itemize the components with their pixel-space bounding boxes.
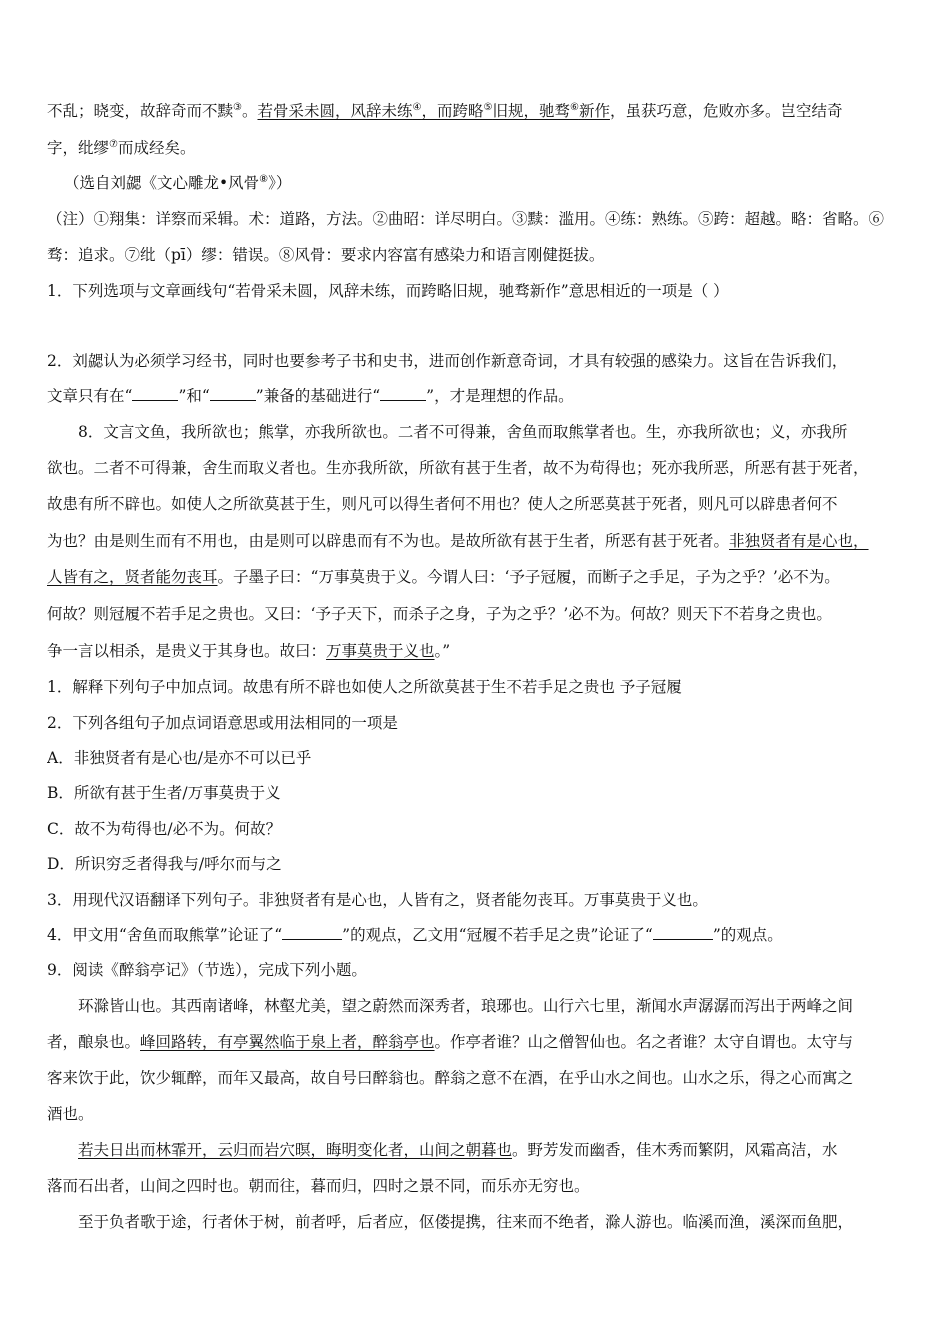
- question-line: 2．下列各组句子加点词语意思或用法相同的一项是: [47, 714, 398, 732]
- passage-line: 者，酿泉也。峰回路转，有亭翼然临于泉上者，醉翁亭也。作亭者谁？山之僧智仙也。名之者谁？太守自谓也。太守与: [47, 1033, 854, 1051]
- passage-line: 落而石出者，山间之四时也。朝而往，暮而归，四时之景不同，而乐亦无穷也。: [47, 1177, 590, 1195]
- question-line: 4．甲文用“舍鱼而取熊掌”论证了“ ”的观点，乙文用“冠履不若手足之贵”论证了“ ”的观点。: [47, 926, 783, 944]
- passage-line: 酒也。: [47, 1105, 94, 1123]
- question-line: 1．解释下列句子中加点词。故患有所不辟也如使人之所欲莫甚于生不若手足之贵也 予子冠履: [47, 678, 682, 696]
- option-line: A．非独贤者有是心也/是亦不可以已乎: [47, 749, 312, 767]
- text-line: 文章只有在“ ”和“ ”兼备的基础进行“ ”，才是理想的作品。: [47, 387, 574, 405]
- answer-blank: [210, 399, 256, 401]
- text-line: 不乱；晓变，故辞奇而不黩③。若骨采未圆，风辞未练④，而跨略⑤旧规，驰骛⑥新作，虽获巧意，危败亦多。岂空结奇: [47, 101, 843, 120]
- answer-blank: [653, 938, 713, 940]
- answer-blank: [132, 399, 178, 401]
- answer-blank: [380, 399, 426, 401]
- passage-line: 若夫日出而林霏开，云归而岩穴暝，晦明变化者，山间之朝暮也。野芳发而幽香，佳木秀而繁阴，风霜高洁，水: [78, 1141, 838, 1159]
- underlined-sentence: 若骨采未圆，风辞未练④，而跨略⑤旧规，驰骛⑥新作: [257, 101, 610, 120]
- passage-line: 为也？由是则生而有不用也，由是则可以辟患而有不为也。是故所欲有甚于生者，所恶有甚于死者。非独贤者有是心也，: [47, 532, 869, 550]
- question-line: 3．用现代汉语翻译下列句子。非独贤者有是心也，人皆有之，贤者能勿丧耳。万事莫贵于义也。: [47, 891, 708, 909]
- source-citation: （选自刘勰《文心雕龙•风骨⑧》）: [64, 173, 292, 192]
- passage-line: 8．文言文鱼，我所欲也；熊掌，亦我所欲也。二者不可得兼，舍鱼而取熊掌者也。生，亦我所欲也；义，亦我所: [78, 423, 848, 441]
- passage-line: 欲也。二者不可得兼，舍生而取义者也。生亦我所欲，所欲有甚于生者，故不为苟得也；死亦我所恶，所恶有甚于死者，: [47, 459, 869, 477]
- annotation-line: 骛：追求。⑦纰（pī）缪：错误。⑧风骨：要求内容富有感染力和语言刚健挺拔。: [47, 246, 605, 264]
- question-9: 9．阅读《醉翁亭记》（节选），完成下列小题。: [47, 961, 367, 979]
- option-line: D．所识穷乏者得我与/呼尔而与之: [47, 855, 282, 873]
- question-2: 2．刘勰认为必须学习经书，同时也要参考子书和史书，进而创作新意奇词，才具有较强的感染力。这旨在告诉我们，: [47, 352, 848, 370]
- question-1: 1．下列选项与文章画线句“若骨采未圆，风辞未练，而跨略旧规，驰骛新作”意思相近的一项是（ ）: [47, 282, 729, 300]
- annotation-line: （注）①翔集：详察而采辑。术：道路，方法。②曲昭：详尽明白。③黩：滥用。④练：熟练。⑤跨：超越。略：省略。⑥: [47, 210, 885, 228]
- option-line: B．所欲有甚于生者/万事莫贵于义: [47, 784, 281, 802]
- passage-line: 何故？则冠履不若手足之贵也。又曰：‘予子天下，而杀子之身，子为之乎？’必不为。何故？则天下不若身之贵也。: [47, 605, 832, 623]
- passage-line: 环滁皆山也。其西南诸峰，林壑尤美，望之蔚然而深秀者，琅琊也。山行六七里，渐闻水声潺潺而泻出于两峰之间: [78, 997, 854, 1015]
- text-line: 字，纰缪⑦而成经矣。: [47, 138, 196, 157]
- passage-line: 争一言以相杀，是贵义于其身也。故曰：万事莫贵于义也。”: [47, 642, 451, 660]
- passage-line: 人皆有之，贤者能勿丧耳。子墨子曰：“万事莫贵于义。今谓人曰：‘予子冠履，而断子之手足，子为之乎？’必不为。: [47, 568, 840, 586]
- passage-line: 客来饮于此，饮少辄醉，而年又最高，故自号曰醉翁也。醉翁之意不在酒，在乎山水之间也。山水之乐，得之心而寓之: [47, 1069, 854, 1087]
- passage-line: 至于负者歌于途，行者休于树，前者呼，后者应，伛偻提携，往来而不绝者，滁人游也。临溪而渔，溪深而鱼肥，: [78, 1213, 854, 1231]
- passage-line: 故患有所不辟也。如使人之所欲莫甚于生，则凡可以得生者何不用也？使人之所恶莫甚于死者，则凡可以辟患者何不: [47, 495, 838, 513]
- option-line: C．故不为苟得也/必不为。何故？: [47, 820, 282, 838]
- answer-blank: [282, 938, 342, 940]
